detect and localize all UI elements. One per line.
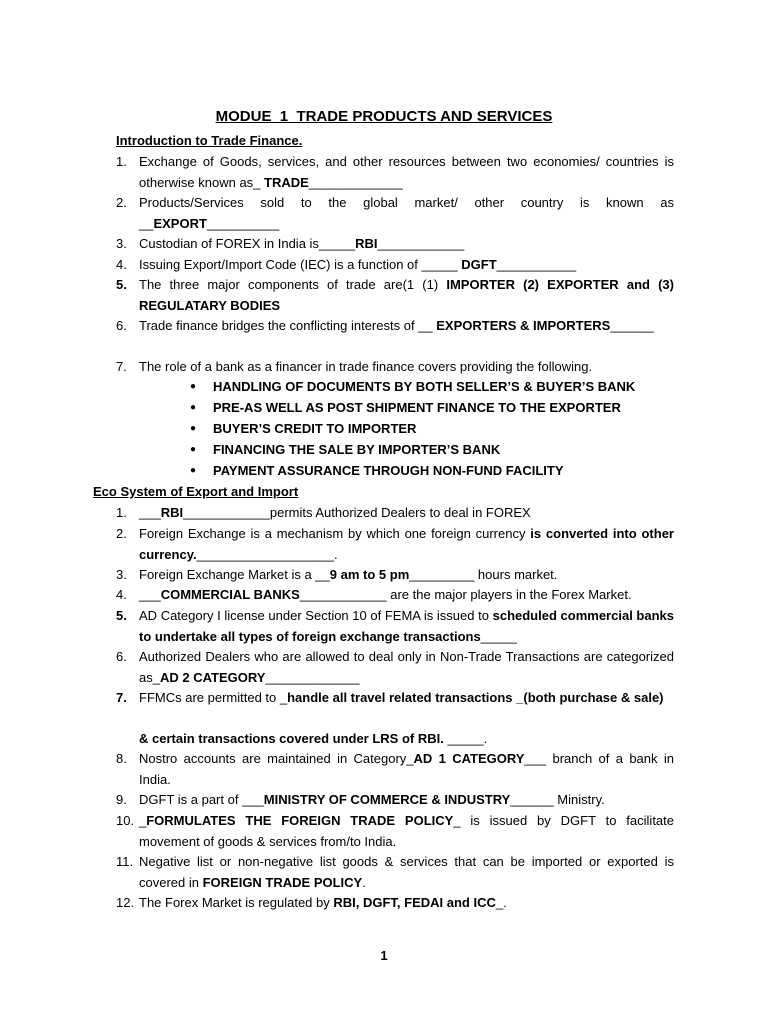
list-item-number: 6. <box>116 649 127 664</box>
list-item <box>116 255 674 276</box>
list-item-number: 8. <box>116 751 127 766</box>
list-item-text <box>139 565 674 586</box>
page-title: MODUE_1_TRADE PRODUCTS AND SERVICES <box>215 108 553 125</box>
bullet-dot-icon: ● <box>190 401 197 413</box>
list-item-number: 10. <box>116 813 135 828</box>
list-item <box>116 234 674 255</box>
answer-text: RBI, DGFT, FEDAI and ICC <box>333 895 496 910</box>
list-item-text <box>139 852 674 893</box>
question-text: _ <box>139 813 147 828</box>
question-text: _____. <box>443 731 488 746</box>
list-item-number: 2. <box>116 526 127 541</box>
question-text: Foreign Exchange is a mechanism by which one foreign currency <box>139 526 531 541</box>
bullet-text: FINANCING THE SALE BY IMPORTER’S BANK <box>213 441 501 457</box>
list-item <box>116 565 674 586</box>
list-item-text <box>139 316 674 337</box>
bullet-text: PAYMENT ASSURANCE THROUGH NON-FUND FACILITY <box>213 462 564 478</box>
question-text: ___ <box>139 505 161 520</box>
question-text: Authorized Dealers who are allowed to deal only in Non-Trade Transactions are categorized as_ <box>139 649 674 685</box>
answer-text: & certain transactions covered under LRS of RBI. <box>139 731 444 746</box>
list-item-number: 7. <box>116 359 127 374</box>
list-item <box>116 606 674 647</box>
list-item <box>116 893 674 914</box>
list-item-number: 1. <box>116 505 127 520</box>
list-item-text <box>139 503 674 524</box>
answer-text: COMMERCIAL BANKS <box>160 587 300 602</box>
answer-text: scheduled commercial banks to undertake all types of foreign exchange transactions <box>139 608 675 644</box>
bullet-dot-icon: ● <box>190 464 197 476</box>
list-item <box>116 503 674 524</box>
list-item <box>116 749 674 790</box>
list-item-text <box>139 193 674 234</box>
bullet-text: PRE-AS WELL AS POST SHIPMENT FINANCE TO THE EXPORTER <box>213 399 621 415</box>
bullet-item <box>190 419 635 440</box>
question-text: The role of a bank as a financer in trade finance covers providing the following. <box>139 359 593 374</box>
bullet-item <box>190 440 635 461</box>
list-item <box>116 688 674 709</box>
list-item-text <box>139 524 674 565</box>
role-bullet-list <box>190 377 635 481</box>
list-item-number: 4. <box>116 257 127 272</box>
answer-text: AD 2 CATEGORY <box>159 669 266 685</box>
list-item <box>116 790 674 811</box>
answer-text: EXPORT <box>153 215 207 231</box>
answer-text: MINISTRY OF COMMERCE & INDUSTRY <box>263 792 511 807</box>
bullet-dot-icon: ● <box>190 381 197 392</box>
list-item <box>116 193 674 234</box>
list-item <box>116 152 674 193</box>
answer-text: TRADE <box>264 174 309 190</box>
list-item <box>116 275 674 316</box>
list-item-number: 11. <box>116 854 134 869</box>
question-text: Custodian of FOREX in India is_____ <box>139 236 356 251</box>
answer-text: DGFT <box>461 257 497 272</box>
bullet-dot-icon: ● <box>190 422 197 434</box>
question-text: _. <box>495 895 507 910</box>
question-text: Issuing Export/Import Code (IEC) is a function of _____ <box>139 257 462 272</box>
list-item-text <box>139 357 674 378</box>
bullet-text: HANDLING OF DOCUMENTS BY BOTH SELLER’S & BUYER’S BANK <box>213 379 636 394</box>
list-item-text <box>139 606 674 647</box>
list-item-number: 7. <box>116 690 127 705</box>
list-item-number: 5. <box>116 608 127 623</box>
list-item-number: 4. <box>116 587 127 602</box>
question-text: ___________ <box>496 257 577 272</box>
list-item-text <box>139 729 674 750</box>
question-text: DGFT is a part of ___ <box>139 792 264 807</box>
question-text: ______ Ministry. <box>510 792 605 807</box>
question-text: Products/Services sold to the global market/ other country is known as __ <box>139 195 674 231</box>
question-text: ____________ are the major players in the Forex Market. <box>299 587 632 602</box>
list-item-text <box>139 749 674 790</box>
question-text: ____________ <box>377 236 465 251</box>
answer-text: AD 1 CATEGORY <box>413 751 525 766</box>
bullet-item <box>190 398 635 419</box>
question-text: FFMCs are permitted to _ <box>139 690 288 705</box>
question-text: Exchange of Goods, services, and other resources between two economies/ countries is otherwise known as_ <box>139 154 674 190</box>
list-item <box>116 316 674 337</box>
list-item <box>116 357 674 378</box>
list-item-text <box>139 585 674 606</box>
list-item <box>116 585 674 606</box>
question-text: AD Category I license under Section 10 of FEMA is issued to <box>139 608 493 623</box>
list-item <box>116 524 674 565</box>
list-item-number: 6. <box>116 318 127 333</box>
question-text: ____________permits Authorized Dealers to deal in FOREX <box>183 505 531 520</box>
list-item-text <box>139 234 674 255</box>
answer-text: RBI <box>355 236 378 251</box>
question-text: Foreign Exchange Market is a __ <box>139 567 330 582</box>
answer-text: handle all travel related transactions _(both purchase & sale) <box>287 690 664 705</box>
question-text: _____ <box>480 628 517 644</box>
answer-text: IMPORTER (2) EXPORTER and (3) REGULATARY BODIES <box>139 277 674 313</box>
list-item-text <box>139 152 674 193</box>
section-heading-trade-finance: Introduction to Trade Finance. <box>116 133 303 148</box>
list-item <box>116 647 674 688</box>
list-item-number: 2. <box>116 195 127 210</box>
list-item-text <box>139 790 674 811</box>
question-text: Trade finance bridges the conflicting interests of __ <box>139 318 437 333</box>
question-text: _____________ <box>308 174 403 190</box>
answer-text: FORMULATES THE FOREIGN TRADE POLICY <box>146 813 454 828</box>
question-text: ___________________. <box>196 546 338 562</box>
bullet-item <box>190 377 635 398</box>
question-text: ______ <box>610 318 654 333</box>
list-item-text <box>139 647 674 688</box>
question-text: Nostro accounts are maintained in Category_ <box>139 751 414 766</box>
list-item-text <box>139 688 674 709</box>
page-number: 1 <box>380 948 388 963</box>
answer-text: FOREIGN TRADE POLICY <box>202 874 363 890</box>
list-item-number: 5. <box>116 277 127 292</box>
question-text: ___ branch of a bank in India. <box>139 751 674 787</box>
list-item-number: 3. <box>116 236 127 251</box>
question-text: _____________ <box>265 669 360 685</box>
list-item-number: 9. <box>116 792 127 807</box>
list-item-text <box>139 893 674 914</box>
answer-text: is converted into other currency. <box>139 526 674 562</box>
list-item-text <box>139 811 674 852</box>
section-heading-eco-system: Eco System of Export and Import <box>93 484 299 499</box>
question-text: _________ hours market. <box>409 567 558 582</box>
list-item <box>116 852 674 893</box>
list-item <box>116 811 674 852</box>
answer-text: EXPORTERS & IMPORTERS <box>436 318 611 333</box>
answer-text: 9 am to 5 pm <box>329 567 410 582</box>
list-item-text <box>139 255 674 276</box>
question-text: _ is issued by DGFT to facilitate movement of goods & services from/to India. <box>139 813 675 849</box>
list-item-text <box>139 275 674 316</box>
answer-text: RBI <box>160 505 184 520</box>
list-item-number: 1. <box>116 154 127 169</box>
bullet-item <box>190 461 635 482</box>
question-text: . <box>362 874 366 890</box>
question-text: __________ <box>206 215 280 231</box>
list-item-number: 12. <box>116 895 135 910</box>
list-item <box>116 729 674 750</box>
list-item-number: 3. <box>116 567 127 582</box>
question-text: ___ <box>139 587 161 602</box>
question-text: Negative list or non-negative list goods & services that can be imported or exported is covered in <box>139 854 674 890</box>
question-text: The three major components of trade are(1 (1) <box>139 277 447 292</box>
bullet-text: BUYER’S CREDIT TO IMPORTER <box>213 420 417 436</box>
bullet-dot-icon: ● <box>190 443 197 455</box>
question-text: The Forex Market is regulated by <box>139 895 334 910</box>
